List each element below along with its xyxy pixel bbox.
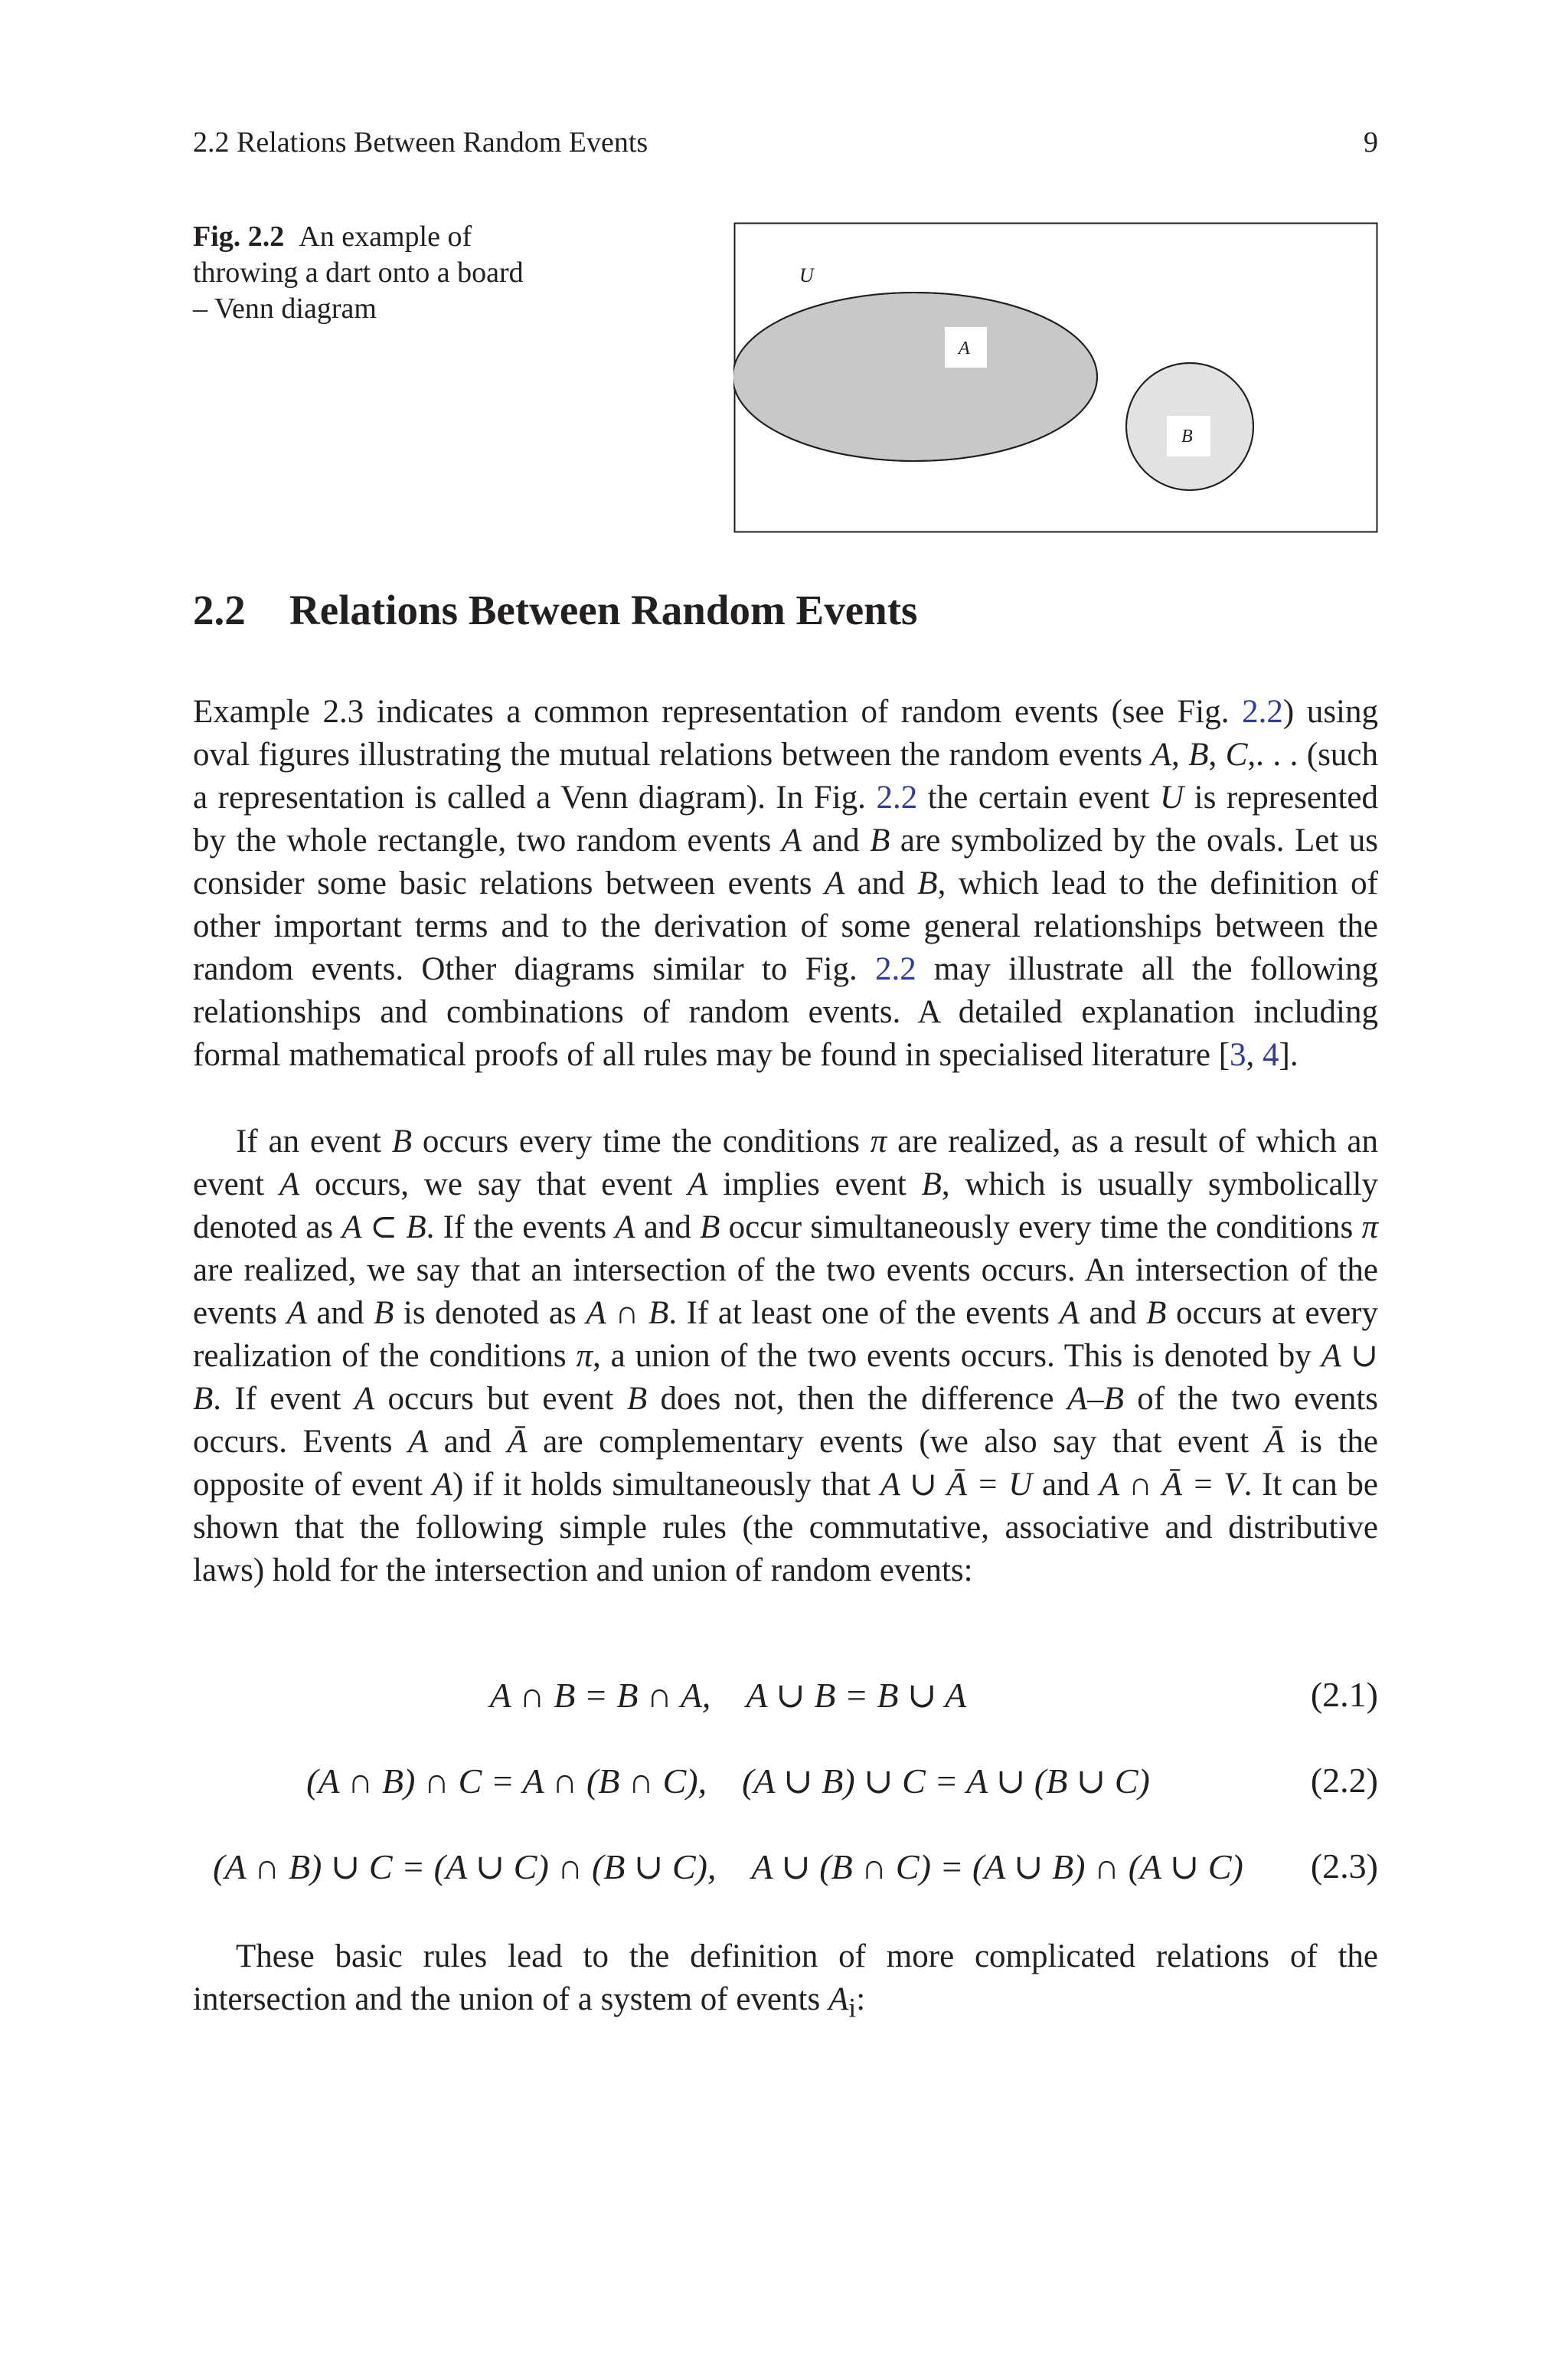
math-symbol: A: [781, 823, 802, 859]
text-run: and: [428, 1424, 508, 1460]
citation-link[interactable]: 4: [1263, 1037, 1279, 1073]
text-run: are realized, we say that an intersection of the two events occurs. An intersection of the events: [193, 1252, 1378, 1331]
text-run: and: [1032, 1467, 1099, 1503]
equation-2-2: [193, 1760, 1378, 1806]
citation-link[interactable]: 3: [1230, 1037, 1246, 1073]
math-expression: A ∪ Ā = U: [880, 1467, 1033, 1503]
text-run: occurs but event: [374, 1381, 627, 1417]
math-symbol: π: [870, 1124, 887, 1160]
equation-right: A ∪ (B ∩ C) = (A ∪ B) ∩ (A ∪ C): [751, 1847, 1243, 1886]
math-symbol: B: [1146, 1295, 1167, 1331]
math-symbol: B: [921, 1166, 942, 1202]
figure-caption: [193, 219, 530, 327]
text-run: ,: [1171, 737, 1189, 773]
math-symbol: B: [1188, 737, 1209, 773]
equation-number: (2.3): [1310, 1846, 1378, 1886]
math-symbol: B: [917, 865, 938, 901]
math-symbol: B: [391, 1124, 413, 1160]
math-symbol: A: [688, 1166, 708, 1202]
text-run: the certain event: [917, 780, 1161, 816]
math-symbol: U: [1160, 780, 1184, 816]
equation-right: (A ∪ B) ∪ C = A ∪ (B ∪ C): [742, 1761, 1150, 1801]
equation-left: (A ∩ B) ∩ C = A ∩ (B ∩ C),: [306, 1761, 707, 1801]
equation-number: (2.1): [1310, 1675, 1378, 1714]
math-symbol: π: [1361, 1209, 1378, 1245]
math-symbol: A: [408, 1424, 429, 1460]
text-run: :: [856, 1981, 866, 2017]
venn-diagram: [733, 222, 1378, 533]
math-expression: A ∩ Ā = V: [1099, 1467, 1244, 1503]
equation-left: A ∩ B = B ∩ A,: [489, 1676, 711, 1715]
math-symbol: A: [286, 1295, 307, 1331]
math-symbol: B: [870, 823, 890, 859]
equation-number: (2.2): [1310, 1761, 1378, 1800]
text-run: of the two events occurs. Events: [193, 1381, 1378, 1460]
text-run: If an event: [236, 1124, 392, 1160]
math-symbol: C: [1225, 737, 1248, 773]
math-symbol: B: [626, 1381, 648, 1417]
text-run: , a union of the two events occurs. This is denoted by: [593, 1338, 1321, 1374]
text-run: . If event: [213, 1381, 354, 1417]
equation-2-3: [193, 1846, 1378, 1892]
label-b: B: [1181, 427, 1193, 446]
math-symbol: A: [279, 1166, 300, 1202]
text-run: is denoted as: [394, 1295, 586, 1331]
text-run: may illustrate all the following relationships and combinations of random events. A detailed explanation including formal mathematical proofs of all rules may be found in specialised literature [: [193, 951, 1379, 1073]
figure-reference-link[interactable]: 2.2: [876, 780, 918, 816]
figure-caption-text: An example of throwing a dart onto a board – Venn diagram: [193, 221, 524, 325]
paragraph-1: [193, 691, 1378, 1077]
paragraph-2: [193, 1120, 1378, 1592]
text-run: Example 2.3 indicates a common representation of random events (see Fig.: [193, 694, 1243, 730]
text-run: occurs every time the conditions: [412, 1124, 871, 1160]
section-number: 2.2: [193, 587, 246, 633]
text-run: and: [1079, 1295, 1147, 1331]
text-run: , which is usually symbolically denoted as: [193, 1166, 1378, 1245]
equation-right: A ∪ B = B ∪ A: [746, 1676, 967, 1715]
section-heading: [193, 586, 917, 634]
text-run: . It can be shown that the following simple rules (the commutative, associative and distributive laws) hold for the intersection and union of random events:: [193, 1467, 1379, 1588]
equation-formula: [193, 1674, 1263, 1716]
text-run: ) using oval figures illustrating the mutual relations between the random events: [193, 694, 1378, 773]
text-run: does not, then the difference: [647, 1381, 1067, 1417]
text-run: . If at least one of the events: [668, 1295, 1060, 1331]
math-expression: A–B: [1067, 1381, 1124, 1417]
text-run: ,: [1208, 737, 1226, 773]
text-run: and: [844, 865, 918, 901]
label-a: A: [959, 339, 970, 358]
figure-label: Fig. 2.2: [193, 221, 285, 253]
text-run: ) if it holds simultaneously that: [452, 1467, 880, 1503]
text-run: ].: [1279, 1037, 1298, 1073]
running-head-section: 2.2 Relations Between Random Events: [193, 126, 648, 159]
text-run: and: [802, 823, 871, 859]
math-expression: A ∩ B: [586, 1295, 669, 1331]
math-symbol: π: [576, 1338, 593, 1374]
text-run: , which lead to the definition of other important terms and to the derivation of some general relationships between the random events. Other diagrams similar to Fig.: [193, 865, 1378, 987]
math-symbol: B: [700, 1209, 720, 1245]
paragraph-3: [193, 1935, 1378, 2030]
math-symbol: A: [354, 1381, 375, 1417]
text-run: . If the events: [426, 1209, 616, 1245]
text-run: occurs at every realization of the conditions: [193, 1295, 1378, 1374]
math-expression: A ⊂ B: [341, 1209, 426, 1245]
text-run: and: [306, 1295, 374, 1331]
math-symbol: B: [374, 1295, 394, 1331]
text-run: implies event: [707, 1166, 922, 1202]
figure-reference-link[interactable]: 2.2: [1242, 694, 1283, 730]
text-run: ,. . . (such a representation is called a Venn diagram). In Fig.: [193, 737, 1379, 816]
text-run: are symbolized by the ovals. Let us consider some basic relations between events: [193, 823, 1378, 901]
equation-formula: [193, 1846, 1263, 1887]
text-run: are realized, as a result of which an event: [193, 1124, 1378, 1202]
equation-2-1: [193, 1674, 1378, 1720]
text-run: occur simultaneously every time the conditions: [720, 1209, 1362, 1245]
math-symbol: A: [615, 1209, 635, 1245]
math-subscript: i: [848, 1992, 857, 2023]
oval-a: [733, 293, 1097, 461]
text-run: occurs, we say that event: [299, 1166, 688, 1202]
text-run: are complementary events (we also say that event: [527, 1424, 1265, 1460]
text-run: and: [635, 1209, 701, 1245]
figure-reference-link[interactable]: 2.2: [874, 951, 916, 987]
math-symbol: A: [1151, 737, 1171, 773]
math-symbol: A: [824, 865, 845, 901]
label-u: U: [799, 264, 814, 286]
math-symbol: A: [1059, 1295, 1080, 1331]
math-symbol: Ā: [507, 1424, 528, 1460]
math-expression: A ∪ B: [193, 1338, 1378, 1417]
text-run: is represented by the whole rectangle, two random events: [193, 780, 1379, 859]
page-number: 9: [1364, 126, 1378, 159]
equation-left: (A ∩ B) ∪ C = (A ∪ C) ∩ (B ∪ C),: [213, 1847, 717, 1886]
math-symbol: Ā: [1264, 1424, 1285, 1460]
text-run: ,: [1246, 1037, 1263, 1073]
section-title: Relations Between Random Events: [289, 587, 918, 633]
text-run: These basic rules lead to the definition of more complicated relations of the intersection and the union of a system of events: [193, 1938, 1378, 2017]
math-symbol: A: [432, 1467, 453, 1503]
math-symbol: A: [828, 1981, 849, 2017]
equation-formula: [193, 1760, 1263, 1801]
text-run: is the opposite of event: [193, 1424, 1378, 1503]
